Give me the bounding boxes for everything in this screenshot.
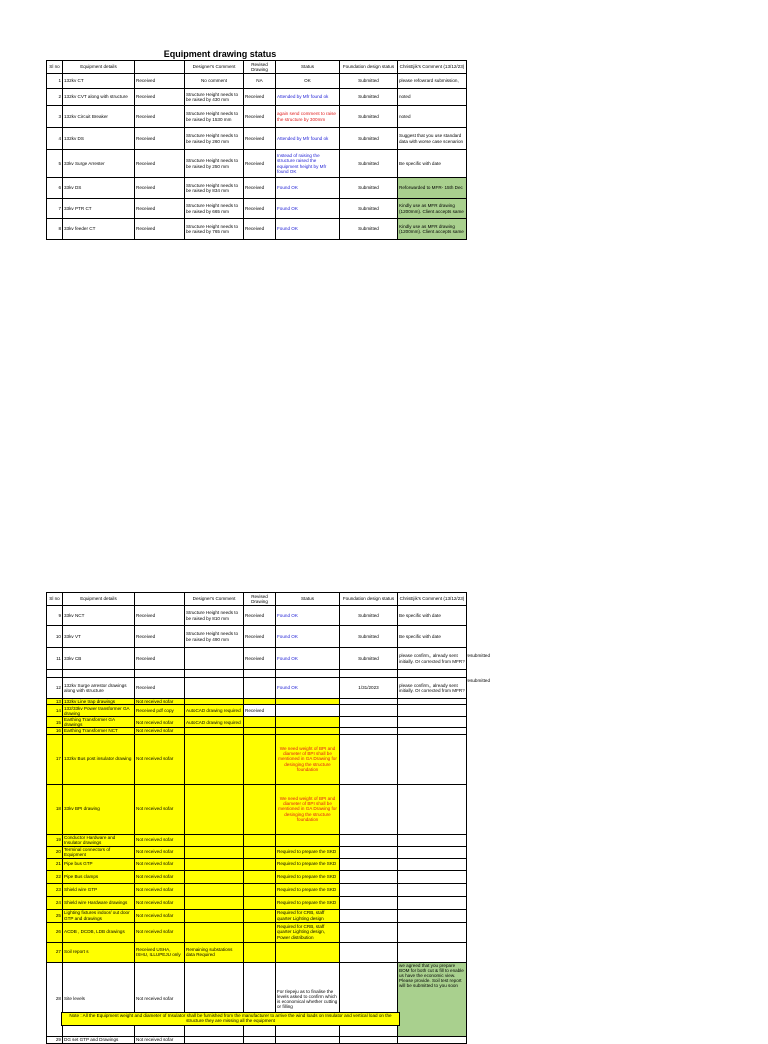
received-cell: Not received sofar — [135, 734, 185, 784]
revised-drawing-cell: Received — [244, 89, 276, 106]
revised-drawing-cell: Received — [244, 648, 276, 670]
sl-no-cell: 8 — [47, 219, 63, 240]
revised-drawing-cell: NA — [244, 74, 276, 89]
equipment-cell: 132kv Circuit Breaker — [63, 106, 135, 128]
status-cell: Found OK — [276, 648, 340, 670]
foundation-status-cell: 1/31/2023 — [340, 678, 398, 699]
status-cell: We need weight of BPI and diameter of BPI shall be mentioned in GA Drawing for desinging the structure foundation — [276, 784, 340, 834]
table-row — [47, 942, 467, 962]
page-title: Equipment drawing status — [163, 49, 277, 59]
equipment-cell: Terminal connectors of Equipment — [63, 846, 135, 858]
foundation-status-cell: Submitted — [340, 89, 398, 106]
client-comment-cell — [398, 909, 467, 922]
designer-comment-cell: Structure Height needs to be raised by 1530 mm — [185, 106, 244, 128]
foundation-status-cell — [340, 1036, 398, 1043]
status-cell — [276, 670, 340, 678]
received-cell: Received — [135, 648, 185, 670]
equipment-cell: Earthing Transformer GA drawings — [63, 717, 135, 728]
table-row — [47, 784, 467, 834]
equipment-table-1 — [46, 60, 467, 240]
received-cell: Received — [135, 178, 185, 199]
designer-comment-cell — [185, 846, 244, 858]
equipment-cell: Shield wire GTP — [63, 883, 135, 896]
revised-drawing-cell — [244, 678, 276, 699]
designer-comment-cell: AutoCAD drawing required — [185, 717, 244, 728]
designer-comment-cell: Structure Height needs to be raised by 490 mm — [185, 626, 244, 648]
revised-drawing-cell — [244, 870, 276, 883]
status-cell: Found OK — [276, 178, 340, 199]
equipment-cell: 132/33kv Power transformer GA drawing — [63, 705, 135, 717]
status-cell: Attended by Mfr found ok — [276, 89, 340, 106]
received-cell: Received — [135, 74, 185, 89]
table-row — [47, 128, 467, 150]
equipment-cell: 132kv CT — [63, 74, 135, 89]
sl-no-cell: 21 — [47, 858, 63, 870]
equipment-cell: 132kv Line trap drawings — [63, 699, 135, 705]
sl-no-cell: 18 — [47, 784, 63, 834]
client-comment-cell — [398, 784, 467, 834]
received-cell: Received — [135, 219, 185, 240]
sl-no-cell: 10 — [47, 626, 63, 648]
equipment-cell: 33kv NCT — [63, 606, 135, 626]
equipment-cell: Pipe bus GTP — [63, 858, 135, 870]
revised-drawing-cell — [244, 670, 276, 678]
table-row — [47, 858, 467, 870]
footer-note: Note : All the Equipment weight and diameter of Insulator shall be furnished from the manufacturer to arrive the wind loads on Insulator and vertical load on the structure they are missing all the equipment — [61, 1012, 400, 1026]
revised-drawing-cell — [244, 883, 276, 896]
status-cell — [276, 942, 340, 962]
designer-comment-cell — [185, 909, 244, 922]
revised-drawing-cell — [244, 717, 276, 728]
status-cell: Required to prepare the SKD — [276, 883, 340, 896]
sl-no-cell: 23 — [47, 883, 63, 896]
client-comment-cell: Suggest that you use standard data with worse case scenarion — [398, 128, 467, 150]
received-cell: Not received sofar — [135, 883, 185, 896]
status-cell: OK — [276, 74, 340, 89]
foundation-status-cell: Submitted — [340, 626, 398, 648]
header-received — [135, 61, 185, 74]
sl-no-cell: 11 — [47, 648, 63, 670]
header-row — [47, 61, 467, 74]
client-comment-cell: Be specific with date — [398, 150, 467, 178]
designer-comment-cell — [185, 670, 244, 678]
status-cell: Found OK — [276, 606, 340, 626]
sl-no-cell: 13 — [47, 699, 63, 705]
table-row — [47, 834, 467, 846]
sl-no-cell: 12 — [47, 678, 63, 699]
client-comment-cell: Kindly use as MFR drawing (1200mm). Client accepts same — [398, 219, 467, 240]
client-comment-cell: please confirm,, already sent initially. Or corrected from MFR? — [398, 678, 467, 699]
header-status: Status — [276, 61, 340, 74]
equipment-cell: 33kv DS — [63, 178, 135, 199]
foundation-status-cell — [340, 784, 398, 834]
designer-comment-cell — [185, 858, 244, 870]
designer-comment-cell: Structure Height needs to be raised by 765 mm — [185, 219, 244, 240]
header-row — [47, 593, 467, 606]
received-cell: Not received sofar — [135, 728, 185, 734]
designer-comment-cell — [185, 870, 244, 883]
equipment-cell: Soil report s — [63, 942, 135, 962]
table-row — [47, 896, 467, 909]
client-comment-cell — [398, 846, 467, 858]
sl-no-cell: 2 — [47, 89, 63, 106]
revised-drawing-cell — [244, 734, 276, 784]
header-status: Status — [276, 593, 340, 606]
revised-drawing-cell: Received — [244, 705, 276, 717]
client-comment-cell — [398, 834, 467, 846]
sl-no-cell: 20 — [47, 846, 63, 858]
sl-no-cell: 9 — [47, 606, 63, 626]
status-cell: For Ilepeju as to finalise the levels asked to confirm which is economical whether cutting or filling — [276, 962, 340, 1036]
sl-no-cell: 28 — [47, 962, 63, 1036]
header-client-comment: ChrisEjik's Comment (13/12/23) — [398, 61, 467, 74]
status-cell: Required to prepare the SKD — [276, 846, 340, 858]
sl-no-cell: 5 — [47, 150, 63, 178]
client-comment-cell — [398, 896, 467, 909]
foundation-status-cell — [340, 909, 398, 922]
received-cell: Not received sofar — [135, 909, 185, 922]
table-row — [47, 106, 467, 128]
client-comment-cell: Be specific with date — [398, 606, 467, 626]
designer-comment-cell — [185, 678, 244, 699]
side-note: resubmitted — [466, 678, 491, 683]
status-cell — [276, 717, 340, 728]
designer-comment-cell: Structure Height needs to be raised by 665 mm — [185, 199, 244, 219]
designer-comment-cell: No comment — [185, 74, 244, 89]
foundation-status-cell — [340, 846, 398, 858]
received-cell: Not received sofar — [135, 870, 185, 883]
foundation-status-cell — [340, 942, 398, 962]
table-row — [47, 705, 467, 717]
revised-drawing-cell — [244, 784, 276, 834]
client-comment-cell: noted — [398, 89, 467, 106]
client-comment-cell — [398, 717, 467, 728]
revised-drawing-cell: Received — [244, 199, 276, 219]
client-comment-cell: Be specific with date — [398, 626, 467, 648]
equipment-cell: Conductor Hardware and Insulator drawings — [63, 834, 135, 846]
sl-no-cell: 15 — [47, 717, 63, 728]
client-comment-cell — [398, 734, 467, 784]
designer-comment-cell — [185, 784, 244, 834]
client-comment-cell: please refowrard submission, — [398, 74, 467, 89]
revised-drawing-cell — [244, 1036, 276, 1043]
client-comment-cell — [398, 670, 467, 678]
header-foundation-design-status: Foundation design status — [340, 593, 398, 606]
client-comment-cell — [398, 883, 467, 896]
equipment-cell: DG set GTP and Drawings — [63, 1036, 135, 1043]
sl-no-cell: 27 — [47, 942, 63, 962]
table-row — [47, 678, 467, 699]
header-revised-drawing: Revised Drawing — [244, 61, 276, 74]
header-equipment-details: Equipment details — [63, 593, 135, 606]
equipment-cell: Lighting fixtures indoor/ out door GTP and drawings — [63, 909, 135, 922]
client-comment-cell: noted — [398, 106, 467, 128]
header-designers-comment: Designer's Comment — [185, 61, 244, 74]
foundation-status-cell: Submitted — [340, 150, 398, 178]
received-cell: Received — [135, 89, 185, 106]
foundation-status-cell: Submitted — [340, 219, 398, 240]
foundation-status-cell — [340, 834, 398, 846]
status-cell: Instead of raising the structure raised the equipment height by Mfr found OK — [276, 150, 340, 178]
designer-comment-cell: Structure Height needs to be raised by 260 mm — [185, 128, 244, 150]
equipment-cell: 132kv Surge arrestor drawings along with structure — [63, 678, 135, 699]
status-cell: Found OK — [276, 199, 340, 219]
sl-no-cell: 1 — [47, 74, 63, 89]
table-row — [47, 606, 467, 626]
equipment-cell: 132kv CVT along with structure — [63, 89, 135, 106]
sl-no-cell: 25 — [47, 909, 63, 922]
received-cell: Not received sofar — [135, 784, 185, 834]
table-row — [47, 74, 467, 89]
sl-no-cell — [47, 670, 63, 678]
equipment-cell: 33kv BPI drawing — [63, 784, 135, 834]
foundation-status-cell — [340, 870, 398, 883]
equipment-cell: 33kv VT — [63, 626, 135, 648]
designer-comment-cell: AutoCAD drawing required — [185, 705, 244, 717]
foundation-status-cell — [340, 883, 398, 896]
received-cell: Received — [135, 128, 185, 150]
equipment-cell — [63, 670, 135, 678]
designer-comment-cell — [185, 883, 244, 896]
equipment-cell: 33kv feeder CT — [63, 219, 135, 240]
received-cell: Not received sofar — [135, 846, 185, 858]
table-row — [47, 626, 467, 648]
designer-comment-cell — [185, 648, 244, 670]
status-cell: Found OK — [276, 219, 340, 240]
status-cell: Required to prepare the SKD — [276, 896, 340, 909]
revised-drawing-cell — [244, 922, 276, 942]
table-row — [47, 1036, 467, 1043]
table-row — [47, 734, 467, 784]
foundation-status-cell: Submitted — [340, 74, 398, 89]
foundation-status-cell — [340, 705, 398, 717]
sl-no-cell: 6 — [47, 178, 63, 199]
foundation-status-cell — [340, 734, 398, 784]
revised-drawing-cell: Received — [244, 150, 276, 178]
equipment-cell: 33kv PTR CT — [63, 199, 135, 219]
foundation-status-cell: Submitted — [340, 606, 398, 626]
sl-no-cell: 16 — [47, 728, 63, 734]
revised-drawing-cell: Received — [244, 606, 276, 626]
received-cell — [135, 670, 185, 678]
revised-drawing-cell — [244, 834, 276, 846]
received-cell: Not received sofar — [135, 699, 185, 705]
sl-no-cell: 26 — [47, 922, 63, 942]
sl-no-cell: 29 — [47, 1036, 63, 1043]
received-cell: Received — [135, 199, 185, 219]
status-cell: We need weight of BPI and diameter of BPI shall be mentioned in GA Drawing for desinging the structure foundation — [276, 734, 340, 784]
revised-drawing-cell: Received — [244, 128, 276, 150]
foundation-status-cell — [340, 858, 398, 870]
received-cell: Not received sofar — [135, 1036, 185, 1043]
status-cell: Attended by Mfr found ok — [276, 128, 340, 150]
revised-drawing-cell: Received — [244, 219, 276, 240]
client-comment-cell — [398, 870, 467, 883]
revised-drawing-cell: Received — [244, 106, 276, 128]
status-cell: Required for CRB, staff quarter Lighting design — [276, 909, 340, 922]
revised-drawing-cell — [244, 896, 276, 909]
equipment-cell: 33kv CB — [63, 648, 135, 670]
received-cell: Received — [135, 606, 185, 626]
foundation-status-cell: Submitted — [340, 178, 398, 199]
foundation-status-cell — [340, 896, 398, 909]
table-row — [47, 670, 467, 678]
status-cell — [276, 705, 340, 717]
received-cell: Not received sofar — [135, 717, 185, 728]
sl-no-cell: 24 — [47, 896, 63, 909]
revised-drawing-cell — [244, 846, 276, 858]
foundation-status-cell: Submitted — [340, 106, 398, 128]
revised-drawing-cell — [244, 942, 276, 962]
client-comment-cell: Reforwarded to MFR- 15th Dec — [398, 178, 467, 199]
header-sl-no: Sl no — [47, 593, 63, 606]
designer-comment-cell: Structure Height needs to be raised by 834 mm — [185, 178, 244, 199]
table-row — [47, 199, 467, 219]
foundation-status-cell: Submitted — [340, 128, 398, 150]
client-comment-cell — [398, 858, 467, 870]
table-row — [47, 89, 467, 106]
revised-drawing-cell — [244, 909, 276, 922]
status-cell: Found OK — [276, 626, 340, 648]
foundation-status-cell — [340, 717, 398, 728]
revised-drawing-cell: Received — [244, 178, 276, 199]
status-cell — [276, 834, 340, 846]
table-row — [47, 648, 467, 670]
designer-comment-cell — [185, 734, 244, 784]
table-row — [47, 219, 467, 240]
table-row — [47, 909, 467, 922]
side-note: resubmitted — [466, 653, 491, 658]
header-received — [135, 593, 185, 606]
sl-no-cell: 17 — [47, 734, 63, 784]
received-cell: Not received sofar — [135, 858, 185, 870]
client-comment-cell — [398, 922, 467, 942]
received-cell: Received — [135, 626, 185, 648]
equipment-cell: Earthing Transformer NCT — [63, 728, 135, 734]
received-cell: Not received sofar — [135, 896, 185, 909]
received-cell: Not received sofar — [135, 922, 185, 942]
client-comment-cell — [398, 942, 467, 962]
status-cell: Required to prepare the SKD — [276, 858, 340, 870]
equipment-cell: 132kv Bus post insulator drawing — [63, 734, 135, 784]
table-row — [47, 717, 467, 728]
received-cell: Received — [135, 106, 185, 128]
foundation-status-cell: Submitted — [340, 199, 398, 219]
client-comment-cell: please confirm,, already sent initially. Or corrected from MFR? — [398, 648, 467, 670]
designer-comment-cell: Structure Height needs to be raised by 810 mm — [185, 606, 244, 626]
foundation-status-cell — [340, 670, 398, 678]
designer-comment-cell — [185, 896, 244, 909]
revised-drawing-cell: Received — [244, 626, 276, 648]
client-comment-cell: Kindly use as MFR drawing (1200mm). Client accepts same — [398, 199, 467, 219]
designer-comment-cell — [185, 1036, 244, 1043]
header-foundation-design-status: Foundation design status — [340, 61, 398, 74]
status-cell: Found OK — [276, 678, 340, 699]
received-cell: Received — [135, 678, 185, 699]
client-comment-cell — [398, 1036, 467, 1043]
header-revised-drawing: Revised Drawing — [244, 593, 276, 606]
client-comment-cell: we agreed that you prepare BOM for both cut & fill to enable us have the economic view. Please provide. Soil test report will be submitted to you soon — [398, 962, 467, 1036]
received-cell: Not received sofar — [135, 962, 185, 1036]
revised-drawing-cell — [244, 858, 276, 870]
equipment-cell: 33kv Surge Arrester — [63, 150, 135, 178]
equipment-cell: Pipe Bus clamps — [63, 870, 135, 883]
equipment-cell: 132kv DS — [63, 128, 135, 150]
designer-comment-cell: Structure Height needs to be raised by 430 mm — [185, 89, 244, 106]
sl-no-cell: 22 — [47, 870, 63, 883]
received-cell: Received USHA, ISHU, ILLUPEJU only — [135, 942, 185, 962]
status-cell: Required for CRB, staff quarter Lighting design, Power distribution — [276, 922, 340, 942]
foundation-status-cell: Submitted — [340, 648, 398, 670]
status-cell: Required to prepare the SKD — [276, 870, 340, 883]
foundation-status-cell — [340, 922, 398, 942]
sl-no-cell: 19 — [47, 834, 63, 846]
header-sl-no: Sl no — [47, 61, 63, 74]
table-row — [47, 846, 467, 858]
equipment-table-2 — [46, 592, 467, 1044]
sl-no-cell: 7 — [47, 199, 63, 219]
sl-no-cell: 3 — [47, 106, 63, 128]
received-cell: Received pdf copy — [135, 705, 185, 717]
designer-comment-cell — [185, 834, 244, 846]
designer-comment-cell: Remaining substations data Required — [185, 942, 244, 962]
received-cell: Not received sofar — [135, 834, 185, 846]
header-client-comment: ChrisEjik's Comment (13/12/23) — [398, 593, 467, 606]
table-row — [47, 870, 467, 883]
status-cell — [276, 1036, 340, 1043]
table-row — [47, 150, 467, 178]
client-comment-cell — [398, 705, 467, 717]
sl-no-cell: 14 — [47, 705, 63, 717]
designer-comment-cell: Structure Height needs to be raised by 250 mm — [185, 150, 244, 178]
table-row — [47, 178, 467, 199]
header-equipment-details: Equipment details — [63, 61, 135, 74]
equipment-cell: Shield wire Hardware drawings — [63, 896, 135, 909]
sl-no-cell: 4 — [47, 128, 63, 150]
header-designers-comment: Designer's Comment — [185, 593, 244, 606]
equipment-cell: Site levels — [63, 962, 135, 1036]
status-cell: again send comment to raise the structure by 300mm — [276, 106, 340, 128]
table-row — [47, 922, 467, 942]
equipment-cell: ACDB , DCDB, LDB drawings — [63, 922, 135, 942]
designer-comment-cell — [185, 922, 244, 942]
received-cell: Received — [135, 150, 185, 178]
table-row — [47, 883, 467, 896]
